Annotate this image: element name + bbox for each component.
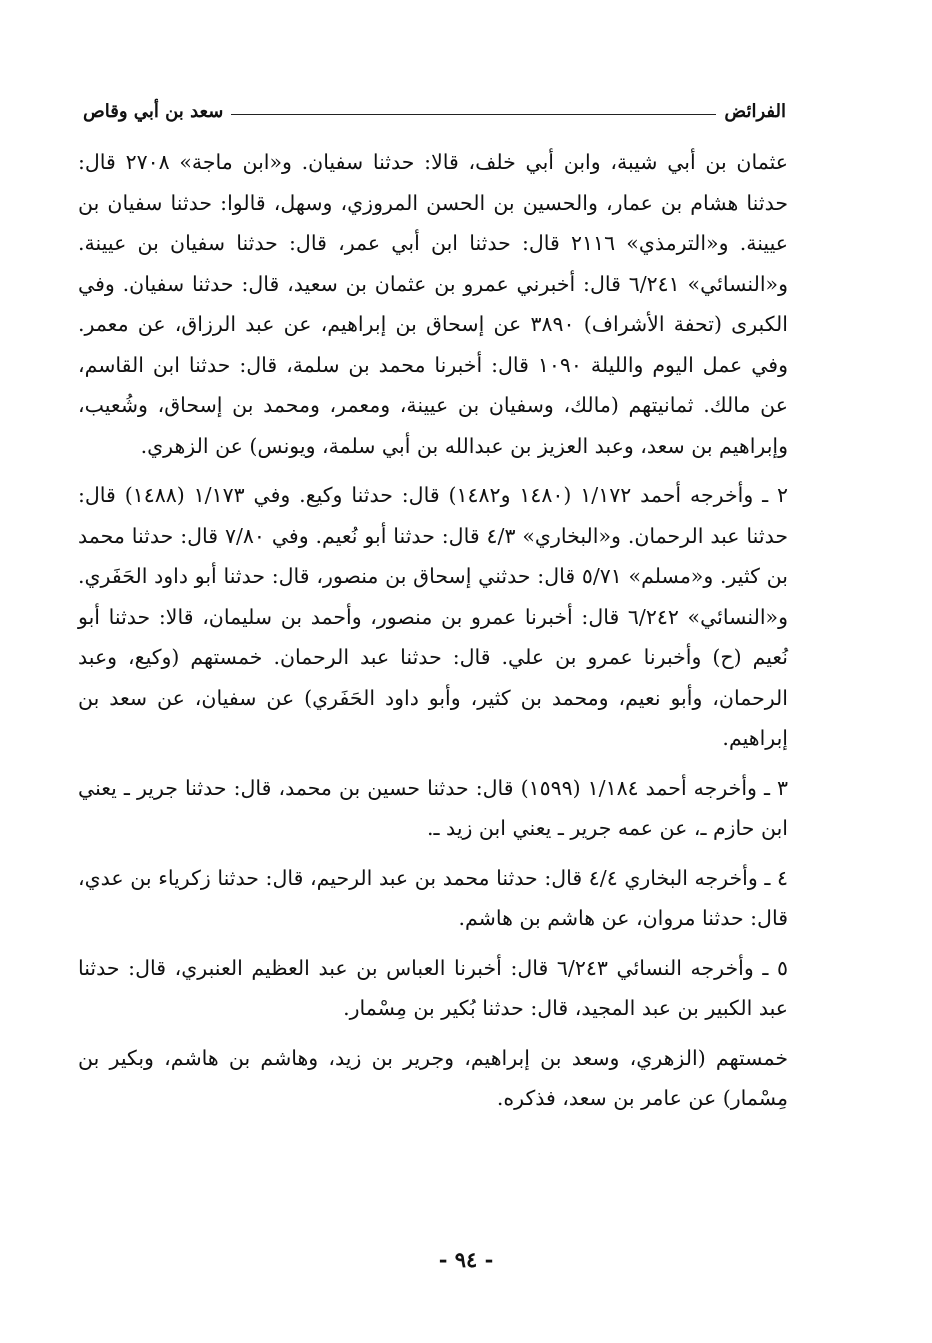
header-divider-line [231,114,716,115]
paragraph-2: ٢ ـ وأخرجه أحمد ١/١٧٢ (١٤٨٠ و١٤٨٢) قال: حدثنا وكيع. وفي ١/١٧٣ (١٤٨٨) قال: حدثنا عبد الرحمان. و«البخاري» ٤/٣ قال: حدثنا أبو نُعيم. وفي ٧/٨٠ قال: حدثنا محمد بن كثير. و«مسلم» ٥/٧١ قال: حدثني إسحاق بن منصور، قال: حدثنا أبو داود الحَفَري. و«النسائي» ٦/٢٤٢ قال: أخبرنا عمرو بن منصور، وأحمد بن سليمان، قالا: حدثنا أبو نُعيم (ح) وأخبرنا عمرو بن علي. قال: حدثنا عبد الرحمان. خمستهم (وكيع، وعبد الرحمان، وأبو نعيم، ومحمد بن كثير، وأبو داود الحَفَري) عن سفيان، عن سعد بن إبراهيم. [78,483,789,750]
paragraph-5: ٥ ـ وأخرجه النسائي ٦/٢٤٣ قال: أخبرنا العباس بن عبد العظيم العنبري، قال: حدثنا عبد الكبير بن عبد المجيد، قال: حدثنا بُكير بن مِسْمار. [78,955,788,1020]
paragraph-summary: خمستهم (الزهري، وسعد بن إبراهيم، وجرير بن زيد، وهاشم بن هاشم، وبكير بن مِسْمار) عن عامر بن سعد، فذكره. [78,1045,788,1110]
paragraph-3: ٣ ـ وأخرجه أحمد ١/١٨٤ (١٥٩٩) قال: حدثنا حسين بن محمد، قال: حدثنا جرير ـ يعني ابن حازم ـ، عن عمه جرير ـ يعني ابن زيد ـ. [78,775,789,840]
page-body [78,142,788,1119]
page-number: - ٩٤ - [438,1247,494,1272]
running-header [83,92,786,122]
header-section-title: الفرائض [724,101,786,122]
paragraph-4: ٤ ـ وأخرجه البخاري ٤/٤ قال: حدثنا محمد بن عبد الرحيم، قال: حدثنا زكرياء بن عدي، قال: حدثنا مروان، عن هاشم بن هاشم. [78,865,788,930]
paragraph-continuation: عثمان بن أبي شيبة، وابن أبي خلف، قالا: حدثنا سفيان. و«ابن ماجة» ٢٧٠٨ قال: حدثنا هشام بن عمار، والحسين بن الحسن المروزي، وسهل، قالوا: حدثنا سفيان بن عيينة. و«الترمذي» ٢١١٦ قال: حدثنا ابن أبي عمر، قال: حدثنا سفيان بن عيينة. و«النسائي» ٦/٢٤١ قال: أخبرني عمرو بن عثمان بن سعيد، قال: حدثنا سفيان. وفي الكبرى (تحفة الأشراف) ٣٨٩٠ عن إسحاق بن إبراهيم، عن عبد الرزاق، عن معمر. وفي عمل اليوم والليلة ١٠٩٠ قال: أخبرنا محمد بن سلمة، قال: حدثنا ابن القاسم، عن مالك. ثمانيتهم (مالك، وسفيان بن عيينة، ومعمر، ومحمد بن إسحاق، وشُعيب، وإبراهيم بن سعد، وعبد العزيز بن عبدالله بن أبي سلمة، ويونس) عن الزهري. [78,150,788,458]
header-chapter-title: سعد بن أبي وقاص [83,101,224,122]
